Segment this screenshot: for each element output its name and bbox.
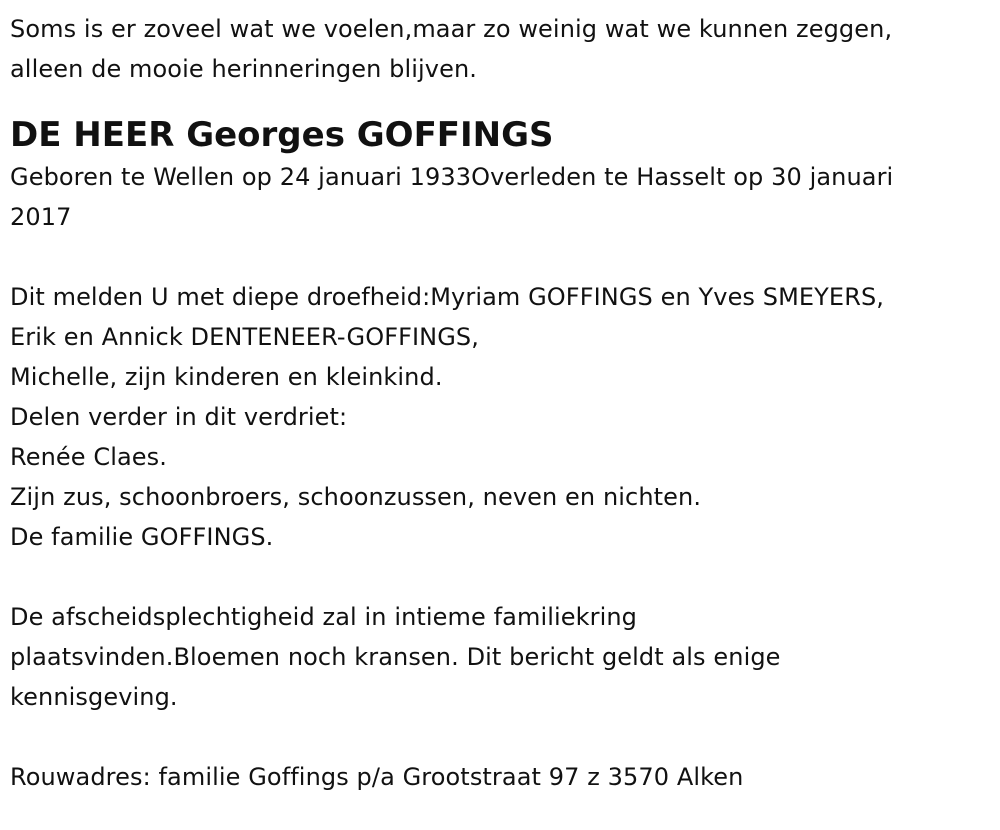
- spacer: [10, 557, 990, 597]
- announcement-line: Zijn zus, schoonbroers, schoonzussen, neven en nichten.: [10, 483, 702, 511]
- mourning-address: Rouwadres: familie Goffings p/a Grootstraat 97 z 3570 Alken: [10, 763, 744, 791]
- birth-death-line: 2017: [10, 203, 72, 231]
- announcement-block: [10, 277, 990, 557]
- spacer: [10, 717, 990, 757]
- birth-death-line: Geboren te Wellen op 24 januari 1933Overleden te Hasselt op 30 januari: [10, 163, 894, 191]
- ceremony-block: [10, 597, 990, 717]
- quote-block: [10, 9, 990, 89]
- deceased-name: DE HEER Georges GOFFINGS: [10, 115, 554, 155]
- quote-line: alleen de mooie herinneringen blijven.: [10, 55, 477, 83]
- ceremony-line: De afscheidsplechtigheid zal in intieme familiekring: [10, 603, 637, 631]
- birth-death-block: [10, 157, 990, 237]
- announcement-line: Erik en Annick DENTENEER-GOFFINGS,: [10, 323, 479, 351]
- spacer: [10, 237, 990, 277]
- announcement-line: Michelle, zijn kinderen en kleinkind.: [10, 363, 443, 391]
- announcement-line: Dit melden U met diepe droefheid:Myriam GOFFINGS en Yves SMEYERS,: [10, 283, 885, 311]
- quote-line: Soms is er zoveel wat we voelen,maar zo weinig wat we kunnen zeggen,: [10, 15, 893, 43]
- announcement-line: Renée Claes.: [10, 443, 167, 471]
- announcement-line: De familie GOFFINGS.: [10, 523, 274, 551]
- announcement-line: Delen verder in dit verdriet:: [10, 403, 348, 431]
- ceremony-line: kennisgeving.: [10, 683, 178, 711]
- ceremony-line: plaatsvinden.Bloemen noch kransen. Dit bericht geldt als enige: [10, 643, 781, 671]
